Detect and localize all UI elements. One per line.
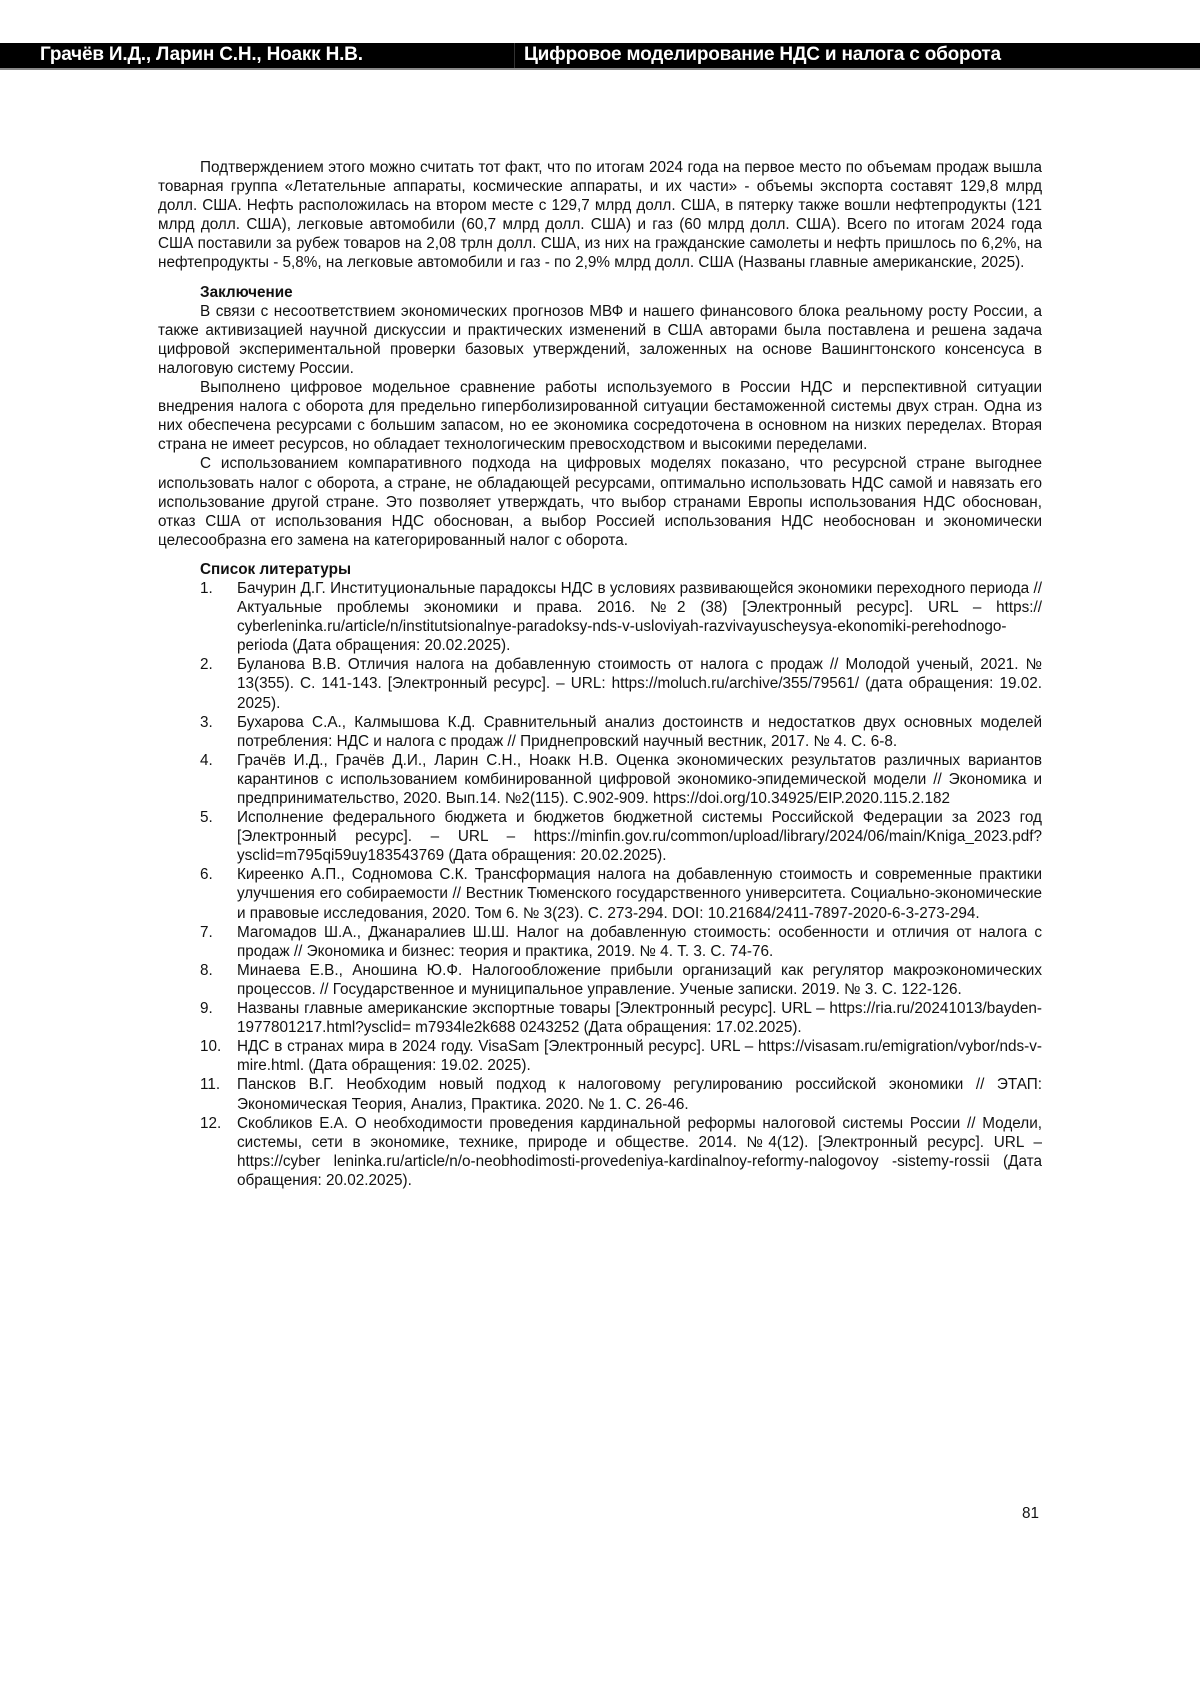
reference-item [158,1037,1042,1075]
reference-item [158,655,1042,712]
reference-text: Исполнение федерального бюджета и бюджетов бюджетной системы Российской Федерации за 2023 год [Электронный ресурс]. – URL – https://minfin.gov.ru/common/upload/library/2024/06/main/Kniga_2023.pdf?ysclid=m795qi59uy183543769 (Дата обращения: 20.02.2025). [237,809,1042,864]
reference-item [158,999,1042,1037]
reference-text: Магомадов Ш.А., Джанаралиев Ш.Ш. Налог на добавленную стоимость: особенности и отличия от налога с продаж // Экономика и бизнес: теория и практика, 2019. № 4. Т. 3. С. 74-76. [237,924,1042,960]
reference-number: 6. [200,865,213,884]
reference-number: 4. [200,751,213,770]
reference-number: 8. [200,961,213,980]
reference-number: 11. [200,1075,220,1094]
reference-item [158,751,1042,808]
reference-text: Бухарова С.А., Калмышова К.Д. Сравнительный анализ достоинств и недостатков двух основных моделей потребления: НДС и налога с продаж // Приднепровский научный вестник, 2017. № 4. С. 6-8. [237,714,1042,750]
reference-number: 1. [200,579,213,598]
reference-number: 2. [200,655,213,674]
conclusion-heading: Заключение [158,283,1042,302]
reference-number: 12. [200,1114,221,1133]
header-title: Цифровое моделирование НДС и налога с оборота [524,44,1001,66]
reference-text: Грачёв И.Д., Грачёв Д.И., Ларин С.Н., Ноакк Н.В. Оценка экономических результатов различных вариантов карантинов с использованием комбинированной цифровой экономико-эпидемической модели // Экономика и предпринимательство, 2020. Вып.14. №2(115). С.902-909. https://doi.org/10.34925/EIP.2020.115.2.182 [237,752,1042,807]
reference-item [158,808,1042,865]
intro-paragraph: Подтверждением этого можно считать тот факт, что по итогам 2024 года на первое место по объемам продаж вышла товарная группа «Летательные аппараты, космические аппараты, и их части» - объемы экспорта составят 129,8 млрд долл. США. Нефть расположилась на втором месте с 129,7 млрд долл. США, в пятерку также вошли нефтепродукты (121 млрд долл. США), легковые автомобили (60,7 млрд долл. США) и газ (60 млрд долл. США). Всего по итогам 2024 года США поставили за рубеж товаров на 2,08 трлн долл. США, из них на гражданские самолеты и нефть пришлось по 6,2%, на нефтепродукты - 5,8%, на легковые автомобили и газ - по 2,9% млрд долл. США (Названы главные американские, 2025). [158,158,1042,273]
reference-item [158,713,1042,751]
reference-item [158,1114,1042,1190]
reference-text: Скобликов Е.А. О необходимости проведения кардинальной реформы налоговой системы России // Модели, системы, сети в экономике, технике, природе и обществе. 2014. №4(12). [Электронный ресурс]. URL – https://cyber leninka.ru/article/n/o-neobhodimosti-provedeniya-kardinalnoy-reformy-nalogovoy -sistemy-rossii (Дата обращения: 20.02.2025). [237,1115,1042,1189]
page-number: 81 [1022,1505,1039,1523]
reference-item [158,579,1042,655]
running-header [0,43,1200,70]
reference-item [158,961,1042,999]
reference-text: Киреенко А.П., Содномова С.К. Трансформация налога на добавленную стоимость и современные практики улучшения его собираемости // Вестник Тюменского государственного университета. Социально-экономические и правовые исследования, 2020. Том 6. № 3(23). С. 273-294. DOI: 10.21684/2411-7897-2020-6-3-273-294. [237,866,1042,921]
reference-item [158,923,1042,961]
reference-list [158,579,1042,1190]
conclusion-paragraph: Выполнено цифровое модельное сравнение работы используемого в России НДС и перспективной ситуации внедрения налога с оборота для предельно гиперболизированной ситуации бестаможенной системы двух стран. Одна из них обеспечена ресурсами с большим запасом, но ее экономика сосредоточена в основном на низких переделах. Вторая страна не имеет ресурсов, но обладает технологическим превосходством и высокими переделами. [158,378,1042,454]
reference-number: 10. [200,1037,221,1056]
reference-number: 5. [200,808,213,827]
header-divider [514,43,515,68]
conclusion-paragraph: С использованием компаративного подхода на цифровых моделях показано, что ресурсной стране выгоднее использовать налог с оборота, а стране, не обладающей ресурсами, оптимально использовать НДС самой и навязать его использование другой стране. Это позволяет утверждать, что выбор странами Европы использования НДС обоснован, отказ США от использования НДС обоснован, а выбор Россией использования НДС необоснован и экономически целесообразна его замена на категорированный налог с оборота. [158,454,1042,549]
main-text-column [158,158,1042,1190]
reference-text: Буланова В.В. Отличия налога на добавленную стоимость от налога с продаж // Молодой ученый, 2021. № 13(355). С. 141-143. [Электронный ресурс]. – URL: https://moluch.ru/archive/355/79561/ (дата обращения: 19.02. 2025). [237,656,1042,711]
reference-text: Бачурин Д.Г. Институциональные парадоксы НДС в условиях развивающейся экономики переходного периода // Актуальные проблемы экономики и права. 2016. №2 (38) [Электронный ресурс]. URL – https:// cyberleninka.ru/article/n/institutsionalnye-paradoksy-nds-v-usloviyah-razvivayuscheysya-ekonomiki-perehodnogo-perioda (Дата обращения: 20.02.2025). [237,580,1042,654]
reference-text: НДС в странах мира в 2024 году. VisaSam [Электронный ресурс]. URL – https://visasam.ru/emigration/vybor/nds-v-mire.html. (Дата обращения: 19.02. 2025). [237,1038,1042,1074]
reference-text: Названы главные американские экспортные товары [Электронный ресурс]. URL – https://ria.ru/20241013/bayden-1977801217.html?ysclid= m7934le2k688 0243252 (Дата обращения: 17.02.2025). [237,1000,1042,1036]
reference-text: Минаева Е.В., Аношина Ю.Ф. Налогообложение прибыли организаций как регулятор макроэкономических процессов. // Государственное и муниципальное управление. Ученые записки. 2019. № 3. С. 122-126. [237,962,1042,998]
reference-item [158,865,1042,922]
conclusion-paragraph: В связи с несоответствием экономических прогнозов МВФ и нашего финансового блока реальному росту России, а также активизацией научной дискуссии и практических изменений в США авторами была поставлена и решена задача цифровой экспериментальной проверки базовых утверждений, заложенных на основе Вашингтонского консенсуса в налоговую систему России. [158,302,1042,378]
reference-text: Пансков В.Г. Необходим новый подход к налоговому регулированию российской экономики // ЭТАП: Экономическая Теория, Анализ, Практика. 2020. № 1. С. 26-46. [237,1076,1042,1112]
reference-number: 7. [200,923,213,942]
references-heading: Список литературы [158,560,1042,579]
header-authors: Грачёв И.Д., Ларин С.Н., Ноакк Н.В. [40,44,363,66]
reference-number: 3. [200,713,213,732]
reference-number: 9. [200,999,213,1018]
reference-item [158,1075,1042,1113]
